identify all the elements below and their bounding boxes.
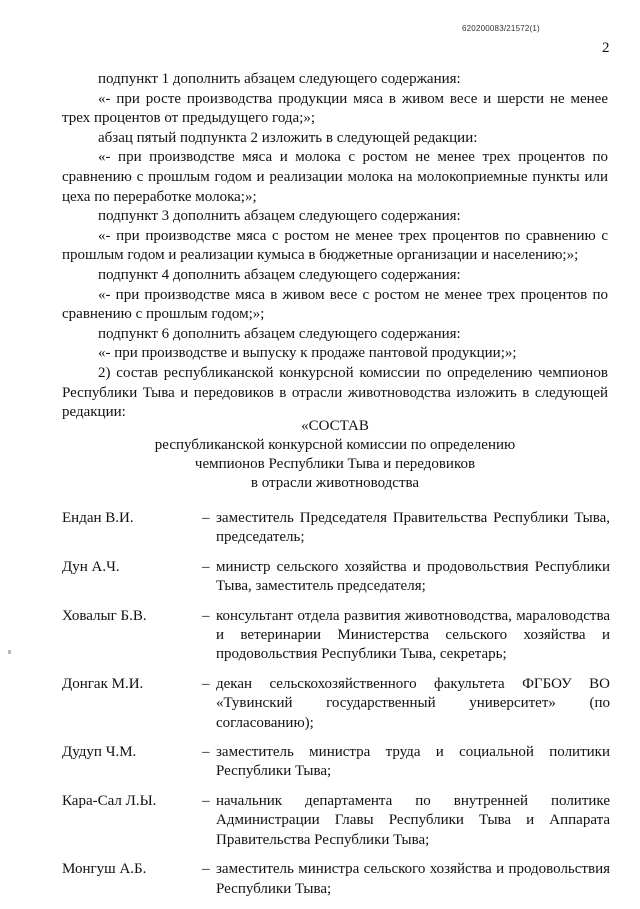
dash-separator: – — [202, 744, 210, 761]
member-role: начальник департамента по внутренней политике Администрации Главы Республики Тыва и Аппарата Правительства Республики Тыва; — [216, 792, 610, 848]
page-number: 2 — [602, 40, 610, 56]
dash-separator: – — [202, 607, 210, 624]
dash-separator: – — [202, 792, 210, 809]
paragraph: подпункт 1 дополнить абзацем следующего содержания: — [98, 71, 461, 87]
member-row — [62, 792, 610, 850]
paragraph: подпункт 6 дополнить абзацем следующего содержания: — [98, 325, 461, 342]
commission-members-list — [62, 509, 610, 909]
paragraph: подпункт 3 дополнить абзацем следующего содержания: — [98, 208, 461, 225]
member-role: заместитель министра сельского хозяйства и продовольствия Республики Тыва; — [216, 861, 610, 897]
member-row — [62, 558, 610, 597]
dash-separator: – — [202, 510, 210, 526]
member-role: консультант отдела развития животноводства, мараловодства и ветеринарии Министерства сельского хозяйства и продовольствия Республики Тыва, секретарь; — [216, 607, 610, 663]
member-name: Донгак М.И. — [62, 675, 144, 692]
member-name: Ендан В.И. — [62, 510, 134, 526]
member-name: Ховалыг Б.В. — [62, 607, 147, 624]
composition-title: «СОСТАВ — [301, 418, 369, 434]
paragraph: абзац пятый подпункта 2 изложить в следующей редакции: — [98, 129, 478, 146]
composition-subtitle-line: республиканской конкурсной комиссии по определению — [154, 437, 516, 453]
composition-subtitle-line: в отрасли животноводства — [250, 475, 420, 491]
member-name: Монгуш А.Б. — [62, 861, 147, 878]
paragraph: «- при производстве мяса и молока с ростом не менее трех процентов по сравнению с прошлым годом и реализации молока на молокоприемные пункты или цеха по переработке молока;»; — [62, 149, 608, 205]
document-body — [62, 70, 608, 423]
dash-separator: – — [202, 675, 210, 692]
paragraph: «- при производстве и выпуску к продаже пантовой продукции;»; — [98, 345, 517, 362]
paragraph: «- при производстве мяса в живом весе с ростом не менее трех процентов по сравнению с прошлым годом;»; — [62, 286, 608, 323]
member-name: Дун А.Ч. — [62, 558, 120, 575]
scan-artifact-mark — [8, 650, 11, 654]
composition-heading — [62, 417, 608, 493]
paragraph: «- при производстве мяса с ростом не менее трех процентов по сравнению с прошлым годом и реализации кумыса в бюджетные организации и населению;»; — [62, 227, 608, 264]
member-role: декан сельскохозяйственного факультета ФГБОУ ВО «Тувинский государственный университет» (по согласованию); — [216, 675, 610, 731]
member-role: заместитель министра труда и социальной политики Республики Тыва; — [216, 744, 610, 780]
dash-separator: – — [202, 558, 210, 575]
paragraph: 2) состав республиканской конкурсной комиссии по определению чемпионов Республики Тыва и передовиков в отрасли животноводства изложить в следующей редакции: — [62, 364, 608, 421]
member-name: Дудуп Ч.М. — [62, 744, 137, 761]
member-name: Кара-Сал Л.Ы. — [62, 792, 157, 809]
paragraph: подпункт 4 дополнить абзацем следующего содержания: — [98, 266, 461, 283]
member-row — [62, 607, 610, 665]
document-code: 620200083/21572(1) — [462, 24, 540, 33]
paragraph: «- при росте производства продукции мяса в живом весе и шерсти не менее трех процентов от предыдущего года;»; — [62, 90, 608, 127]
member-row — [62, 743, 610, 782]
member-role: министр сельского хозяйства и продовольствия Республики Тыва, заместитель председателя; — [216, 558, 610, 595]
composition-subtitle-line: чемпионов Республики Тыва и передовиков — [194, 456, 476, 472]
member-row — [62, 509, 610, 548]
member-row — [62, 675, 610, 733]
dash-separator: – — [202, 861, 210, 878]
member-role: заместитель Председателя Правительства Республики Тыва, председатель; — [216, 510, 610, 546]
member-row — [62, 860, 610, 899]
